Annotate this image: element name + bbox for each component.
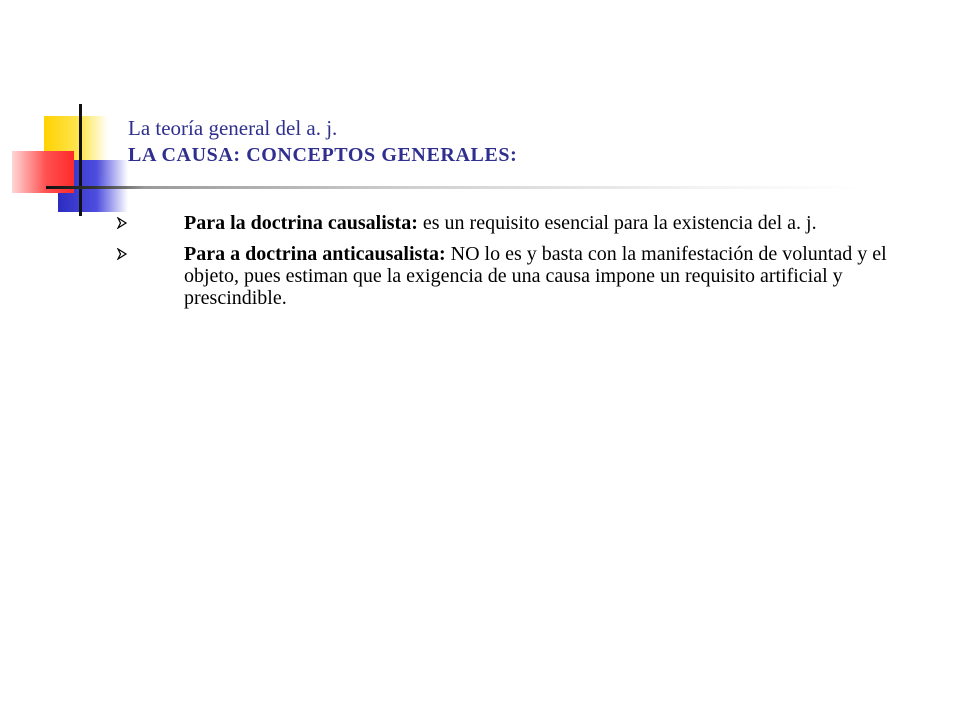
title-line-2: LA CAUSA: CONCEPTOS GENERALES: xyxy=(128,144,518,166)
bullet-list xyxy=(116,212,916,318)
title-line-1: La teoría general del a. j. xyxy=(128,116,338,140)
bullet-item-causalista xyxy=(116,212,916,234)
arrowhead-bullet-icon xyxy=(116,217,128,229)
decorative-vertical-line xyxy=(79,104,82,216)
bullet-bold-label: Para a doctrina anticausalista: xyxy=(184,243,446,265)
bullet-bold-label: Para la doctrina causalista: xyxy=(184,212,418,234)
title-underline xyxy=(46,186,866,189)
bullet-body-text: NO lo es y basta con la manifestación de voluntad y el objeto, pues estiman que la exigencia de una causa impone un requisito artificial y prescindible. xyxy=(184,243,887,309)
arrowhead-bullet-icon xyxy=(116,248,128,260)
bullet-body-text: es un requisito esencial para la existencia del a. j. xyxy=(417,212,817,234)
slide-title xyxy=(128,115,888,168)
bullet-item-anticausalista xyxy=(116,243,916,309)
